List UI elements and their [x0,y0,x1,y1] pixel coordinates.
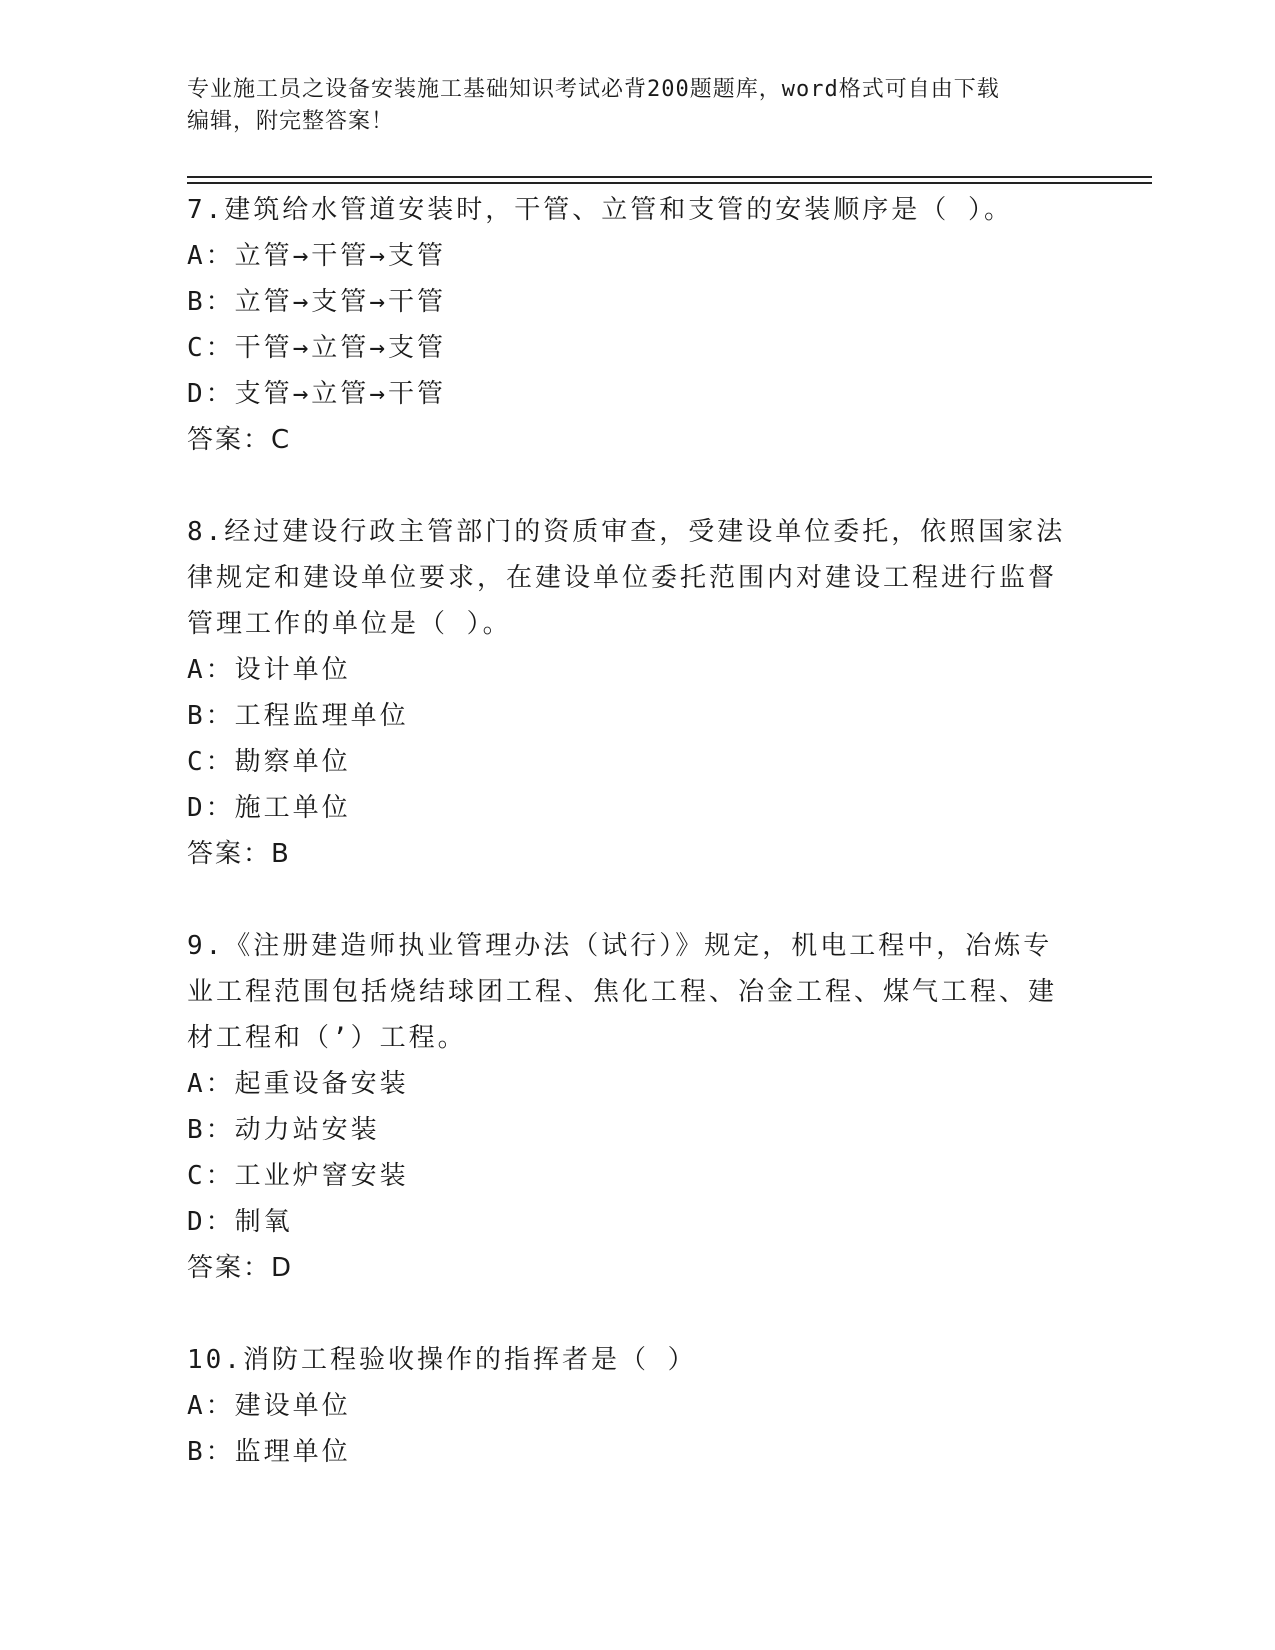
question-text: 律规定和建设单位要求，在建设单位委托范围内对建设工程进行监督 [187,563,1058,593]
header-line-1: 专业施工员之设备安装施工基础知识考试必背200题题库，word格式可自由下载 [187,77,1000,102]
option-a: A：设计单位 [187,655,351,685]
question-7 [187,187,1067,463]
option-c: C：干管→立管→支管 [187,333,446,363]
header-line-2: 编辑，附完整答案！ [187,109,395,134]
header-divider-bottom [187,182,1152,184]
question-9 [187,923,1067,1291]
answer: 答案：C [187,425,292,455]
question-8 [187,509,1067,877]
answer: 答案：B [187,839,291,869]
option-c: C：勘察单位 [187,747,351,777]
question-10 [187,1337,1067,1475]
option-b: B：立管→支管→干管 [187,287,446,317]
spacer [187,877,1067,923]
option-b: B：工程监理单位 [187,701,409,731]
question-text: 管理工作的单位是（ ）。 [187,609,512,639]
question-text: 9.《注册建造师执业管理办法（试行）》规定，机电工程中，冶炼专 [187,931,1053,961]
option-d: D：制氧 [187,1207,293,1237]
question-text: 业工程范围包括烧结球团工程、焦化工程、冶金工程、煤气工程、建 [187,977,1058,1007]
option-a: A：建设单位 [187,1391,351,1421]
option-d: D：支管→立管→干管 [187,379,446,409]
spacer [187,1291,1067,1337]
option-d: D：施工单位 [187,793,351,823]
question-text: 材工程和（’）工程。 [187,1023,467,1053]
question-list [187,187,1067,1475]
option-b: B：动力站安装 [187,1115,380,1145]
answer: 答案：D [187,1253,294,1283]
option-a: A：起重设备安装 [187,1069,409,1099]
option-b: B：监理单位 [187,1437,351,1467]
spacer [187,463,1067,509]
document-header [187,74,1067,138]
question-text: 10.消防工程验收操作的指挥者是（ ） [187,1345,697,1375]
option-c: C：工业炉窨安装 [187,1161,409,1191]
question-text: 8.经过建设行政主管部门的资质审查，受建设单位委托，依照国家法 [187,517,1066,547]
question-text: 7.建筑给水管道安装时，干管、立管和支管的安装顺序是（ ）。 [187,195,1013,225]
option-a: A：立管→干管→支管 [187,241,446,271]
header-divider-top [187,176,1152,178]
